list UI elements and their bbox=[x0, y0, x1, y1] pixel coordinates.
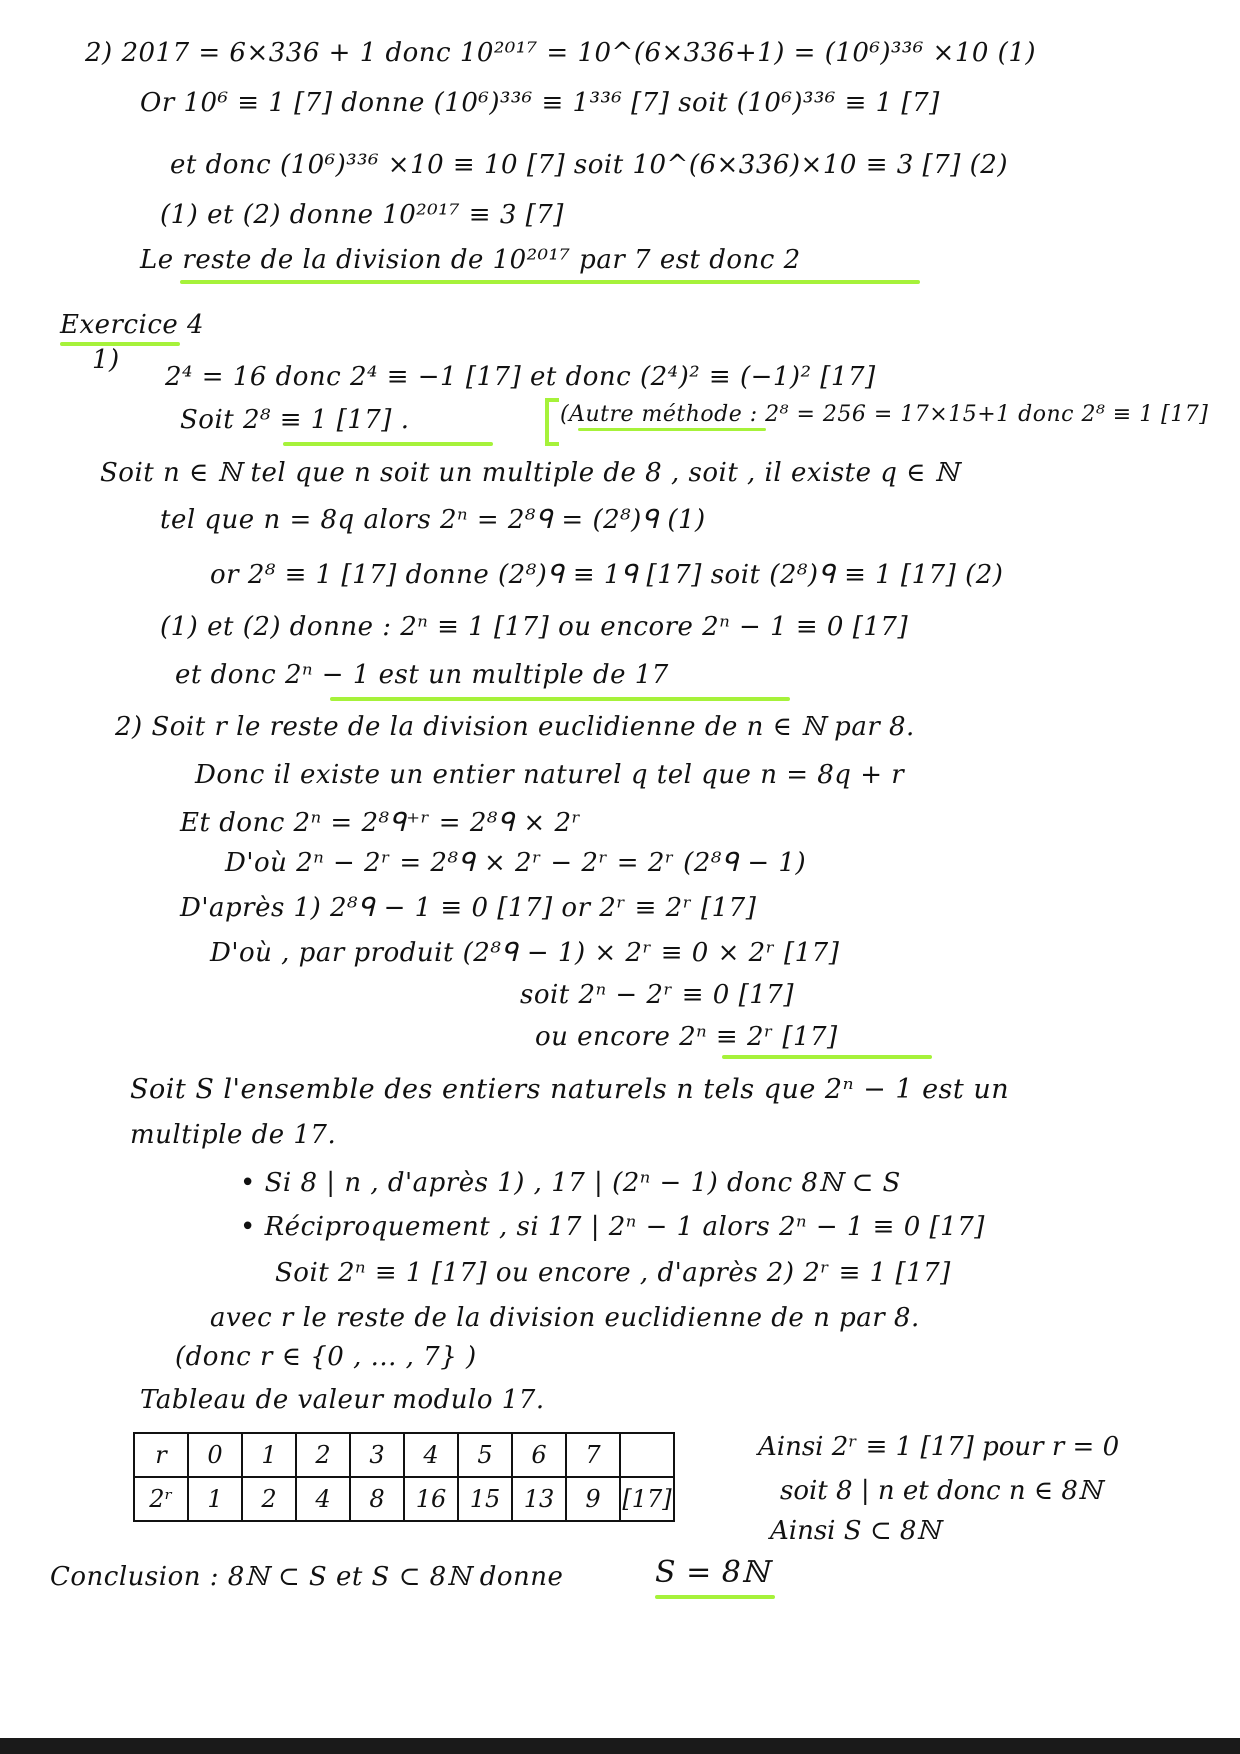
table-cell bbox=[620, 1433, 674, 1477]
part-1-label: 1) bbox=[92, 345, 120, 375]
table-cell: 0 bbox=[188, 1433, 242, 1477]
underline-2-8 bbox=[283, 442, 493, 446]
table-cell: 7 bbox=[566, 1433, 620, 1477]
line-2-4: 2⁴ = 16 donc 2⁴ ≡ −1 [17] et donc (2⁴)² ≡ (−1)² [17] bbox=[165, 362, 876, 392]
underline-ou-encore bbox=[722, 1055, 932, 1059]
scan-bottom-edge bbox=[0, 1738, 1240, 1754]
side-note-ainsi-s: Ainsi S ⊂ 8ℕ bbox=[770, 1516, 941, 1546]
line-dou: D'où 2ⁿ − 2ʳ = 2⁸ᑫ × 2ʳ − 2ʳ = 2ʳ (2⁸ᑫ − 1) bbox=[225, 848, 807, 878]
line-reste-division: Le reste de la division de 10²⁰¹⁷ par 7 est donc 2 bbox=[140, 245, 801, 275]
underline-multiple-17 bbox=[330, 697, 790, 701]
table-row bbox=[134, 1477, 674, 1521]
line-reciproquement: • Réciproquement , si 17 | 2ⁿ − 1 alors 2ⁿ − 1 ≡ 0 [17] bbox=[240, 1212, 985, 1242]
line-conclusion: Conclusion : 8ℕ ⊂ S et S ⊂ 8ℕ donne bbox=[50, 1562, 564, 1592]
line-tableau: Tableau de valeur modulo 17. bbox=[140, 1385, 545, 1415]
table-cell: 1 bbox=[188, 1477, 242, 1521]
exercise-heading: Exercice 4 bbox=[60, 310, 205, 340]
line-or-10-6: Or 10⁶ ≡ 1 [7] donne (10⁶)³³⁶ ≡ 1³³⁶ [7] soit (10⁶)³³⁶ ≡ 1 [7] bbox=[140, 88, 940, 118]
table-cell: 4 bbox=[296, 1477, 350, 1521]
table-cell: 15 bbox=[458, 1477, 512, 1521]
table-cell: 13 bbox=[512, 1477, 566, 1521]
line-soit-2n: Soit 2ⁿ ≡ 1 [17] ou encore , d'après 2) 2ʳ ≡ 1 [17] bbox=[275, 1258, 951, 1288]
line-1-et-2-donne: (1) et (2) donne : 2ⁿ ≡ 1 [17] ou encore 2ⁿ − 1 ≡ 0 [17] bbox=[160, 612, 909, 642]
values-table bbox=[133, 1432, 675, 1522]
table-cell: 8 bbox=[350, 1477, 404, 1521]
line-si-8-divise-n: • Si 8 | n , d'après 1) , 17 | (2ⁿ − 1) donc 8ℕ ⊂ S bbox=[240, 1168, 901, 1198]
line-2017-decomposition: 2) 2017 = 6×336 + 1 donc 10²⁰¹⁷ = 10^(6×336+1) = (10⁶)³³⁶ ×10 (1) bbox=[85, 38, 1037, 68]
line-or-2-8: or 2⁸ ≡ 1 [17] donne (2⁸)ᑫ ≡ 1ᑫ [17] soit (2⁸)ᑫ ≡ 1 [17] (2) bbox=[210, 560, 1004, 590]
underline-final-answer bbox=[655, 1595, 775, 1599]
table-cell: 5 bbox=[458, 1433, 512, 1477]
line-soit-difference: soit 2ⁿ − 2ʳ ≡ 0 [17] bbox=[520, 980, 794, 1010]
bracket-mark bbox=[545, 398, 559, 446]
line-dapres-1: D'après 1) 2⁸ᑫ − 1 ≡ 0 [17] or 2ʳ ≡ 2ʳ [17] bbox=[180, 893, 757, 923]
line-et-donc-2n: Et donc 2ⁿ = 2⁸ᑫ⁺ʳ = 2⁸ᑫ × 2ʳ bbox=[180, 808, 582, 838]
table-cell: 2 bbox=[242, 1477, 296, 1521]
table-cell: 6 bbox=[512, 1433, 566, 1477]
line-et-donc: et donc (10⁶)³³⁶ ×10 ≡ 10 [7] soit 10^(6×336)×10 ≡ 3 [7] (2) bbox=[170, 150, 1008, 180]
final-answer: S = 8ℕ bbox=[655, 1555, 770, 1590]
table-cell: [17] bbox=[620, 1477, 674, 1521]
table-cell: 3 bbox=[350, 1433, 404, 1477]
side-note-soit: soit 8 | n et donc n ∈ 8ℕ bbox=[780, 1476, 1102, 1506]
line-avec-r: avec r le reste de la division euclidienne de n par 8. bbox=[210, 1303, 920, 1333]
table-cell: 4 bbox=[404, 1433, 458, 1477]
line-ou-encore: ou encore 2ⁿ ≡ 2ʳ [17] bbox=[535, 1022, 838, 1052]
underline-exercise bbox=[60, 342, 180, 346]
line-par-produit: D'où , par produit (2⁸ᑫ − 1) × 2ʳ ≡ 0 × 2ʳ [17] bbox=[210, 938, 840, 968]
line-tel-que: tel que n = 8q alors 2ⁿ = 2⁸ᑫ = (2⁸)ᑫ (1) bbox=[160, 505, 706, 535]
table-cell: 16 bbox=[404, 1477, 458, 1521]
table-cell: 2 bbox=[296, 1433, 350, 1477]
side-note-ainsi: Ainsi 2ʳ ≡ 1 [17] pour r = 0 bbox=[758, 1432, 1120, 1462]
line-multiple-de-17: multiple de 17. bbox=[130, 1120, 337, 1150]
table-row bbox=[134, 1433, 674, 1477]
line-autre-methode: (Autre méthode : 2⁸ = 256 = 17×15+1 donc 2⁸ ≡ 1 [17] bbox=[560, 402, 1209, 427]
underline-autre-methode bbox=[578, 428, 766, 431]
line-1-et-2: (1) et (2) donne 10²⁰¹⁷ ≡ 3 [7] bbox=[160, 200, 564, 230]
line-soit-2-8: Soit 2⁸ ≡ 1 [17] . bbox=[180, 405, 410, 435]
line-multiple-17: et donc 2ⁿ − 1 est un multiple de 17 bbox=[175, 660, 669, 690]
line-donc-il-existe: Donc il existe un entier naturel q tel que n = 8q + r bbox=[195, 760, 905, 790]
line-part-2: 2) Soit r le reste de la division euclidienne de n ∈ ℕ par 8. bbox=[115, 712, 915, 742]
line-ensemble-s: Soit S l'ensemble des entiers naturels n tels que 2ⁿ − 1 est un bbox=[130, 1074, 1010, 1105]
table-cell: 1 bbox=[242, 1433, 296, 1477]
underline-reste bbox=[180, 280, 920, 284]
table-cell: r bbox=[134, 1433, 188, 1477]
table-cell: 9 bbox=[566, 1477, 620, 1521]
line-soit-n: Soit n ∈ ℕ tel que n soit un multiple de 8 , soit , il existe q ∈ ℕ bbox=[100, 458, 959, 488]
table-cell: 2ʳ bbox=[134, 1477, 188, 1521]
line-donc-r: (donc r ∈ {0 , ... , 7} ) bbox=[175, 1342, 477, 1372]
